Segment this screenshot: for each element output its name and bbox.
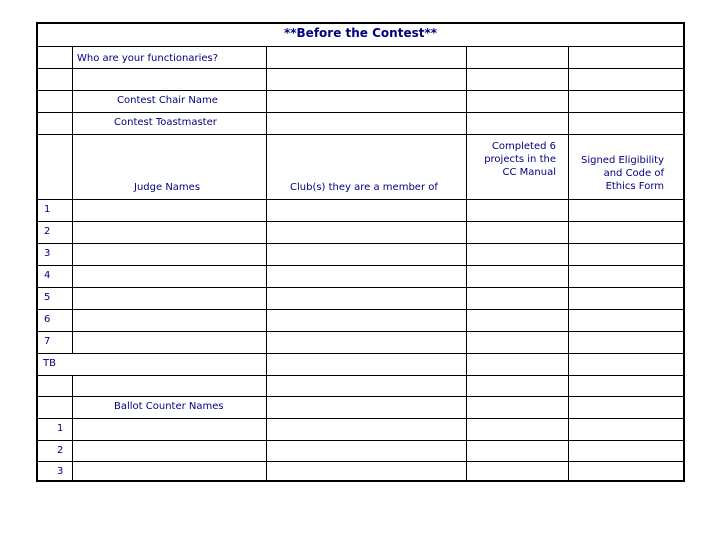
col-line — [266, 46, 267, 482]
row-line — [36, 243, 685, 244]
row-line — [36, 331, 685, 332]
ballot-counter-number: 3 — [57, 466, 64, 477]
row-line — [36, 375, 685, 376]
signed-ethics-header: Signed Eligibility and Code of Ethics Form — [580, 155, 664, 192]
judge-names-header: Judge Names — [134, 182, 201, 193]
row-line — [36, 134, 685, 135]
completed-projects-header: Completed 6 projects in the CC Manual — [484, 141, 556, 178]
club-membership-header: Club(s) they are a member of — [290, 182, 438, 193]
judge-number: 4 — [44, 270, 51, 281]
judge-number: 7 — [44, 336, 51, 347]
col-line — [568, 46, 569, 482]
col-line — [72, 46, 73, 134]
row-line — [36, 309, 685, 310]
row-line — [36, 265, 685, 266]
row-line — [36, 287, 685, 288]
form-title: **Before the Contest** — [283, 26, 438, 40]
contest-toastmaster-label: Contest Toastmaster — [114, 117, 217, 128]
ballot-counter-number: 1 — [57, 423, 64, 434]
col-line — [72, 375, 73, 482]
row-line — [36, 46, 685, 47]
row-line — [36, 112, 685, 113]
judge-number: 1 — [44, 204, 51, 215]
judge-number: 3 — [44, 248, 51, 259]
judge-number: 6 — [44, 314, 51, 325]
col-line — [466, 46, 467, 482]
row-line — [36, 461, 685, 462]
row-line — [36, 68, 685, 69]
row-line — [36, 199, 685, 200]
judge-number: 2 — [44, 226, 51, 237]
row-line — [36, 440, 685, 441]
row-line — [36, 353, 685, 354]
judge-number: 5 — [44, 292, 51, 303]
row-line — [36, 396, 685, 397]
row-line — [36, 221, 685, 222]
form-border — [36, 22, 685, 482]
ballot-counter-header: Ballot Counter Names — [114, 401, 224, 412]
tiebreaker-label: TB — [43, 358, 56, 369]
functionaries-form — [36, 22, 685, 482]
functionaries-prompt: Who are your functionaries? — [77, 53, 219, 64]
row-line — [36, 418, 685, 419]
ballot-counter-number: 2 — [57, 445, 64, 456]
contest-chair-label: Contest Chair Name — [117, 95, 218, 106]
row-line — [36, 90, 685, 91]
